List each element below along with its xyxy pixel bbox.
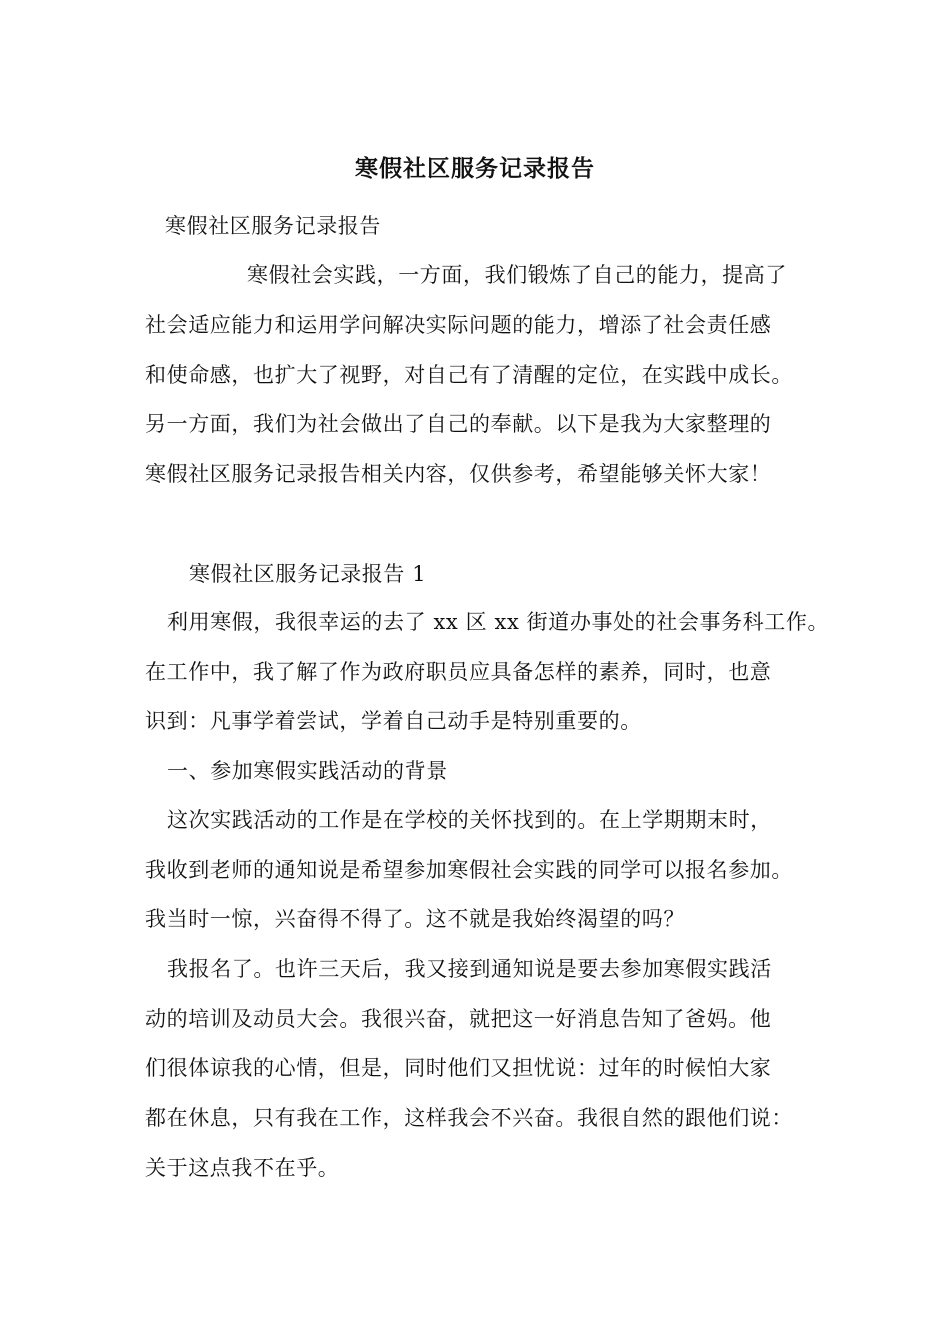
- paragraph-line: 这次实践活动的工作是在学校的关怀找到的。在上学期期末时，: [167, 808, 772, 832]
- paragraph-line: 我收到老师的通知说是希望参加寒假社会实践的同学可以报名参加。: [145, 858, 793, 882]
- paragraph-line: 动的培训及动员大会。我很兴奋，就把这一好消息告知了爸妈。他: [145, 1007, 772, 1031]
- intro-line: 和使命感，也扩大了视野，对自己有了清醒的定位，在实践中成长。: [145, 363, 793, 387]
- paragraph-line: 利用寒假，我很幸运的去了 xx 区 xx 街道办事处的社会事务科工作。: [167, 610, 830, 634]
- document-subtitle: 寒假社区服务记录报告: [165, 214, 381, 238]
- intro-line: 社会适应能力和运用学问解决实际问题的能力，增添了社会责任感: [145, 313, 772, 337]
- paragraph-line: 我当时一惊，兴奋得不得了。这不就是我始终渴望的吗？: [145, 907, 685, 931]
- paragraph-line: 们很体谅我的心情，但是，同时他们又担忧说：过年的时候怕大家: [145, 1056, 772, 1080]
- section-heading: 一、参加寒假实践活动的背景: [167, 759, 448, 783]
- paragraph-line: 关于这点我不在乎。: [145, 1156, 340, 1180]
- intro-line: 另一方面，我们为社会做出了自己的奉献。以下是我为大家整理的: [145, 412, 772, 436]
- paragraph-line: 我报名了。也许三天后，我又接到通知说是要去参加寒假实践活: [167, 957, 772, 981]
- section-title: 寒假社区服务记录报告 1: [189, 562, 427, 586]
- paragraph-line: 在工作中，我了解了作为政府职员应具备怎样的素养，同时，也意: [145, 660, 772, 684]
- intro-line: 寒假社会实践，一方面，我们锻炼了自己的能力，提高了: [247, 263, 787, 287]
- intro-line: 寒假社区服务记录报告相关内容，仅供参考，希望能够关怀大家！: [145, 462, 772, 486]
- paragraph-line: 都在休息，只有我在工作，这样我会不兴奋。我很自然的跟他们说：: [145, 1106, 793, 1130]
- document-title: 寒假社区服务记录报告: [355, 155, 595, 182]
- paragraph-line: 识到：凡事学着尝试，学着自己动手是特别重要的。: [145, 709, 642, 733]
